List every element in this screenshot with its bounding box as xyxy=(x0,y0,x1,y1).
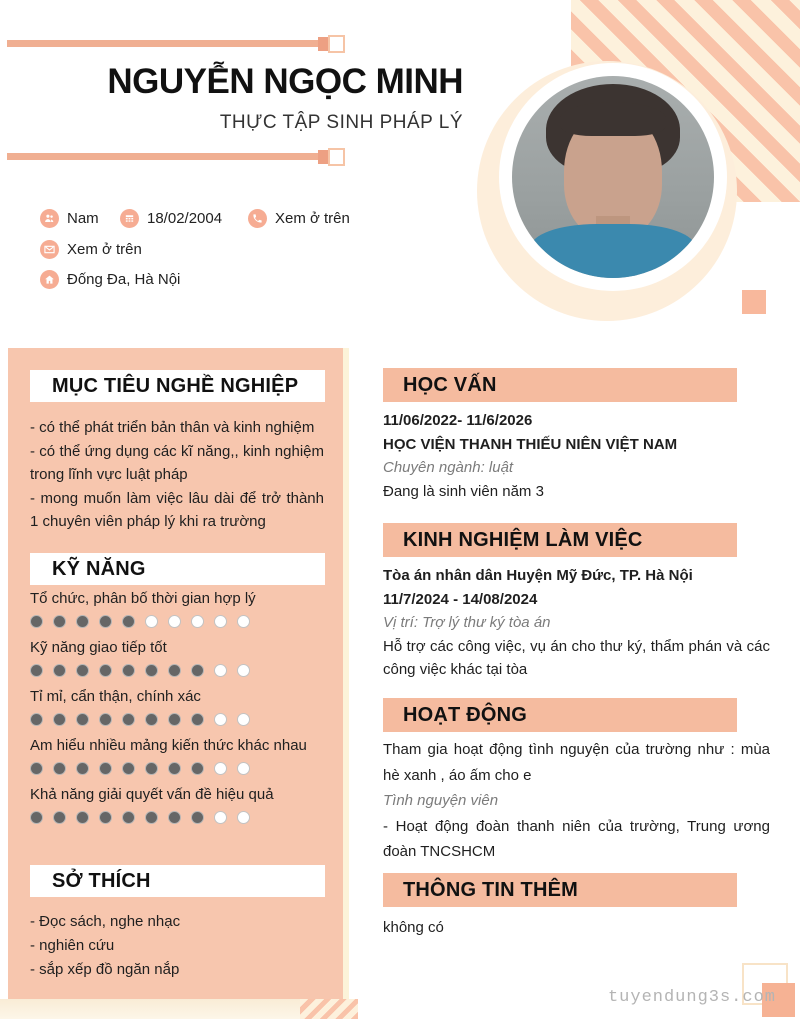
contact-birthday-label: 18/02/2004 xyxy=(147,210,223,227)
hobbies-list xyxy=(30,910,324,982)
skill-item xyxy=(30,637,326,677)
activities-description: Tham gia hoạt động tình nguyện của trường như : mùa hè xanh , áo ấm cho e xyxy=(383,741,770,784)
skill-label: Kỹ năng giao tiếp tốt xyxy=(30,639,167,656)
contact-email xyxy=(40,240,142,259)
skill-dot-empty xyxy=(214,762,227,775)
skill-dot-filled xyxy=(76,664,89,677)
contact-phone xyxy=(248,209,350,228)
list-item: - sắp xếp đồ ngăn nắp xyxy=(30,961,180,978)
skill-item xyxy=(30,686,326,726)
activities-note: - Hoạt động đoàn thanh niên của trường, Trung ương đoàn TNCSHCM xyxy=(383,817,770,860)
mail-icon xyxy=(40,240,59,259)
skill-dot-filled xyxy=(53,762,66,775)
education-school: HỌC VIỆN THANH THIẾU NIÊN VIỆT NAM xyxy=(383,435,678,453)
contact-address-label: Đống Đa, Hà Nội xyxy=(67,271,181,288)
candidate-name: NGUYỄN NGỌC MINH xyxy=(107,62,463,101)
contact-birthday xyxy=(120,209,222,228)
skill-level-dots xyxy=(30,664,326,677)
skill-dot-empty xyxy=(214,713,227,726)
experience-period: 11/7/2024 - 14/08/2024 xyxy=(383,590,538,608)
list-item: - nghiên cứu xyxy=(30,937,115,954)
skill-dot-filled xyxy=(145,811,158,824)
activities-role: Tình nguyện viên xyxy=(383,792,499,809)
contact-phone-label: Xem ở trên xyxy=(275,210,350,227)
skill-dot-empty xyxy=(214,664,227,677)
skill-dot-filled xyxy=(30,811,43,824)
experience-content xyxy=(383,564,770,682)
skill-dot-empty xyxy=(237,811,250,824)
skill-dot-empty xyxy=(237,615,250,628)
list-item: - mong muốn làm việc lâu dài để trở thành 1 chuyên viên pháp lý khi ra trường xyxy=(30,489,324,530)
education-major: Chuyên ngành: luật xyxy=(383,459,514,476)
education-content xyxy=(383,409,770,503)
bottom-accent-bar xyxy=(7,153,320,160)
bottom-cream-strip xyxy=(0,999,300,1019)
contact-gender xyxy=(40,209,99,228)
skill-dot-filled xyxy=(30,664,43,677)
skill-dot-filled xyxy=(53,811,66,824)
contact-gender-label: Nam xyxy=(67,210,99,227)
skills-list xyxy=(30,588,326,833)
skill-dot-filled xyxy=(53,615,66,628)
candidate-job-title: THỰC TẬP SINH PHÁP LÝ xyxy=(219,112,463,133)
skill-dot-empty xyxy=(214,615,227,628)
skill-dot-empty xyxy=(237,664,250,677)
photo-fringe-shape xyxy=(560,102,666,136)
experience-section-header: KINH NGHIỆM LÀM VIỆC xyxy=(383,523,737,557)
additional-info-content xyxy=(383,916,770,940)
skill-dot-filled xyxy=(76,811,89,824)
skill-dot-empty xyxy=(237,762,250,775)
list-item: - Đọc sách, nghe nhạc xyxy=(30,913,181,930)
phone-icon xyxy=(248,209,267,228)
skill-dot-filled xyxy=(99,811,112,824)
skill-dot-filled xyxy=(53,664,66,677)
education-period: 11/06/2022- 11/6/2026 xyxy=(383,412,533,429)
hobbies-section-title: SỞ THÍCH xyxy=(30,865,325,897)
contact-address xyxy=(40,270,180,289)
profile-photo xyxy=(512,76,714,278)
gender-icon xyxy=(40,209,59,228)
skill-dot-filled xyxy=(191,762,204,775)
experience-org: Tòa án nhân dân Huyện Mỹ Đức, TP. Hà Nội xyxy=(383,567,693,584)
skill-dot-empty xyxy=(237,713,250,726)
skill-dot-filled xyxy=(145,762,158,775)
skill-level-dots xyxy=(30,811,326,824)
skill-level-dots xyxy=(30,713,326,726)
left-sidebar-panel xyxy=(8,348,343,999)
skill-label: Tổ chức, phân bố thời gian hợp lý xyxy=(30,590,256,607)
skill-item xyxy=(30,784,326,824)
skill-label: Tỉ mỉ, cẩn thận, chính xác xyxy=(30,688,201,705)
skill-dot-filled xyxy=(145,664,158,677)
activities-content xyxy=(383,737,770,865)
skill-dot-filled xyxy=(53,713,66,726)
list-item: - có thể phát triển bản thân và kinh nghiệm xyxy=(30,419,315,436)
skill-label: Am hiểu nhiều mảng kiến thức khác nhau xyxy=(30,737,307,754)
skill-item xyxy=(30,735,326,775)
skill-dot-filled xyxy=(122,811,135,824)
experience-position: Vị trí: Trợ lý thư ký tòa án xyxy=(383,614,551,631)
skill-level-dots xyxy=(30,762,326,775)
skill-dot-filled xyxy=(168,713,181,726)
bottom-stripes-decoration xyxy=(300,999,358,1019)
skill-dot-filled xyxy=(122,762,135,775)
skills-section-title: KỸ NĂNG xyxy=(30,553,325,585)
skill-dot-filled xyxy=(168,762,181,775)
education-section-header: HỌC VẤN xyxy=(383,368,737,402)
skill-dot-filled xyxy=(76,713,89,726)
additional-info-text: không có xyxy=(383,919,444,936)
skill-dot-filled xyxy=(99,615,112,628)
skill-dot-filled xyxy=(191,664,204,677)
bar-end-outline-square xyxy=(328,148,345,166)
objective-text xyxy=(30,416,324,534)
skill-dot-filled xyxy=(122,615,135,628)
skill-dot-filled xyxy=(99,762,112,775)
skill-dot-filled xyxy=(30,762,43,775)
skill-dot-filled xyxy=(76,762,89,775)
small-square-decoration xyxy=(742,290,766,314)
skill-dot-filled xyxy=(191,713,204,726)
skill-dot-filled xyxy=(99,713,112,726)
calendar-icon xyxy=(120,209,139,228)
skill-dot-filled xyxy=(168,664,181,677)
skill-dot-empty xyxy=(214,811,227,824)
skill-dot-filled xyxy=(145,713,158,726)
contact-email-label: Xem ở trên xyxy=(67,241,142,258)
top-accent-bar xyxy=(7,40,320,47)
home-icon xyxy=(40,270,59,289)
additional-info-section-header: THÔNG TIN THÊM xyxy=(383,873,737,907)
experience-description: Hỗ trợ các công việc, vụ án cho thư ký, thẩm phán và các công việc khác tại tòa xyxy=(383,637,770,678)
skill-dot-filled xyxy=(76,615,89,628)
skill-dot-filled xyxy=(122,664,135,677)
skill-item xyxy=(30,588,326,628)
objective-section-title: MỤC TIÊU NGHỀ NGHIỆP xyxy=(30,370,325,402)
skill-level-dots xyxy=(30,615,326,628)
skill-dot-empty xyxy=(168,615,181,628)
skill-dot-empty xyxy=(191,615,204,628)
skill-dot-filled xyxy=(30,713,43,726)
skill-dot-filled xyxy=(30,615,43,628)
skill-dot-filled xyxy=(99,664,112,677)
list-item: - có thể ứng dụng các kĩ năng,, kinh nghiệm trong lĩnh vực luật pháp xyxy=(30,442,324,483)
activities-section-header: HOẠT ĐỘNG xyxy=(383,698,737,732)
bar-end-outline-square xyxy=(328,35,345,53)
skill-dot-empty xyxy=(145,615,158,628)
skill-dot-filled xyxy=(191,811,204,824)
photo-shirt-shape xyxy=(530,224,696,278)
skill-label: Khả năng giải quyết vấn đề hiệu quả xyxy=(30,786,274,803)
watermark-text: tuyendung3s.com xyxy=(607,988,776,1007)
panel-edge-strip xyxy=(343,348,349,999)
education-status: Đang là sinh viên năm 3 xyxy=(383,482,544,500)
skill-dot-filled xyxy=(122,713,135,726)
skill-dot-filled xyxy=(168,811,181,824)
